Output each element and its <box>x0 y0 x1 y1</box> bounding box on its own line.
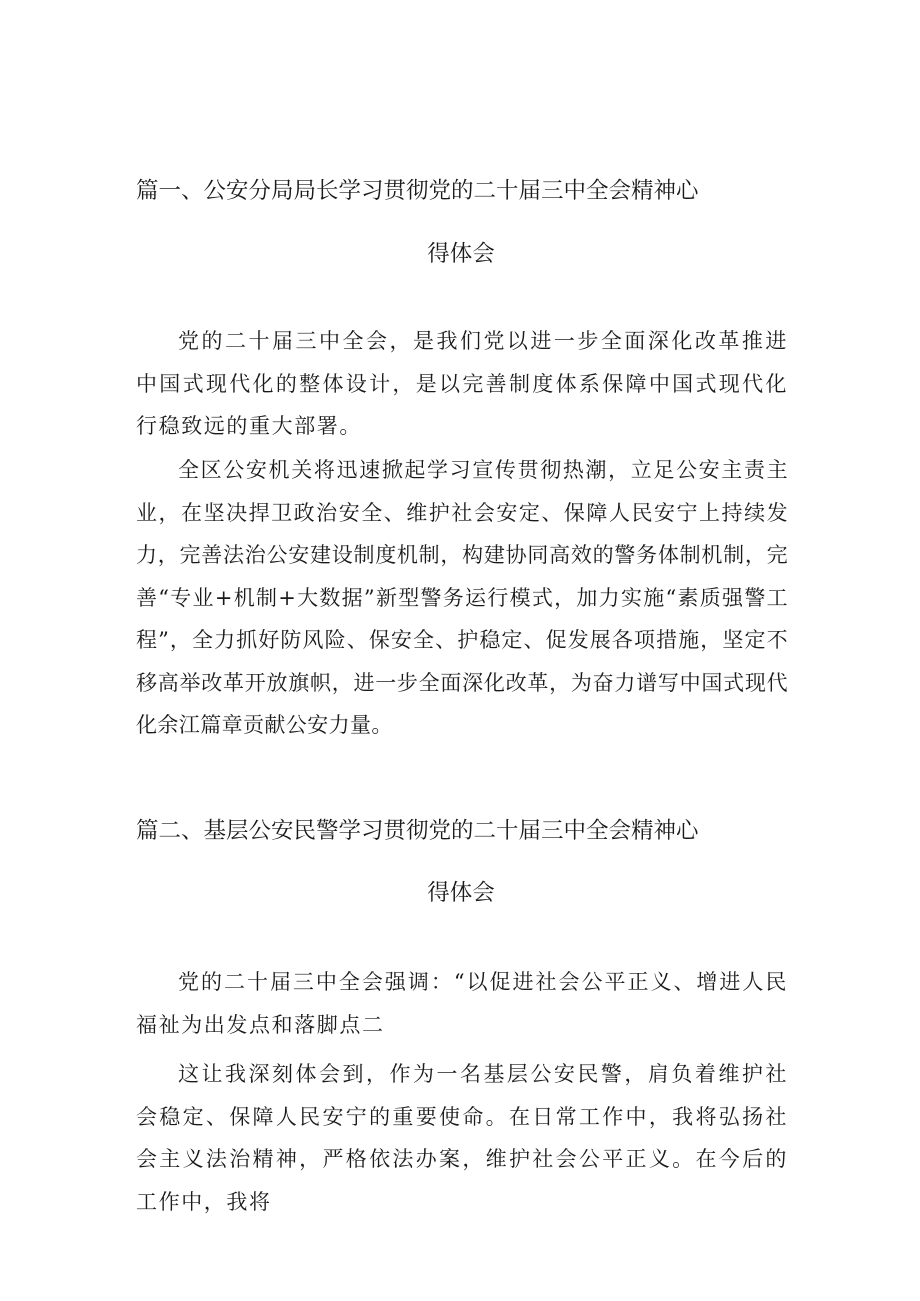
section-1-title-line-2: 得体会 <box>427 241 495 267</box>
section-2-title-line-2: 得体会 <box>427 880 495 906</box>
section-1-title-line-1: 篇一、公安分局局长学习贯彻党的二十届三中全会精神心 <box>136 178 699 204</box>
section-1-title <box>136 161 786 284</box>
section-1-paragraph-1: 党的二十届三中全会，是我们党以进一步全面深化改革推进中国式现代化的整体设计，是以完善制度体系保障中国式现代化行稳致远的重大部署。 <box>136 329 788 438</box>
section-1-paragraph-2: 全区公安机关将迅速掀起学习宣传贯彻热潮，立足公安主责主业，在坚决捍卫政治安全、维护社会安定、保障人民安宁上持续发力，完善法治公安建设制度机制，构建协同高效的警务体制机制，完善“专业+机制+大数据”新型警务运行模式，加力实施“素质强警工程”，全力抓好防风险、保安全、护稳定、促发展各项措施，坚定不移高举改革开放旗帜，进一步全面深化改革，为奋力谱写中国式现代化余江篇章贡献公安力量。 <box>136 458 788 737</box>
section-2-paragraph-2: 这让我深刻体会到，作为一名基层公安民警，肩负着维护社会稳定、保障人民安宁的重要使命。在日常工作中，我将弘扬社会主义法治精神，严格依法办案，维护社会公平正义。在今后的工作中，我将 <box>136 1062 788 1214</box>
section-2-title <box>136 801 786 923</box>
section-2-paragraph-1: 党的二十届三中全会强调：“以促进社会公平正义、增进人民福祉为出发点和落脚点二 <box>136 970 788 1037</box>
section-2-title-line-1: 篇二、基层公安民警学习贯彻党的二十届三中全会精神心 <box>136 818 699 844</box>
